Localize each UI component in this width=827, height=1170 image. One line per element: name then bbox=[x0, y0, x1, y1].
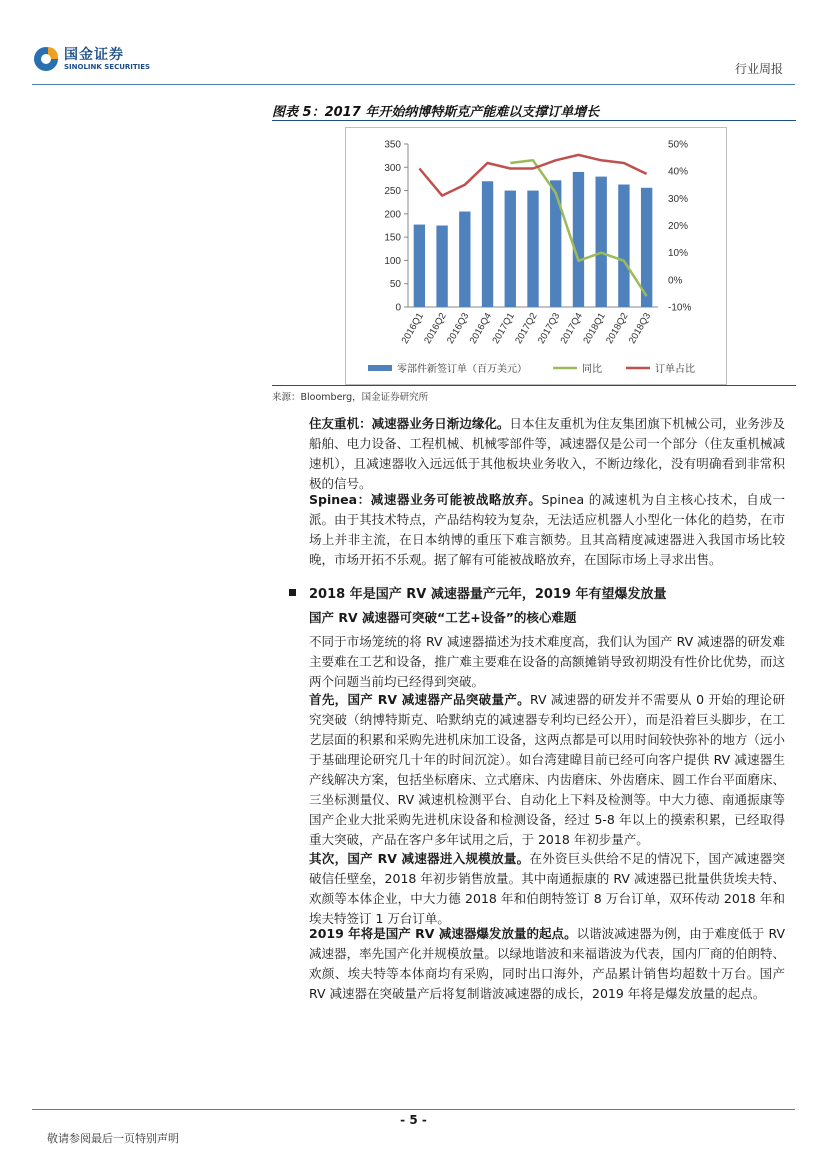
bar bbox=[436, 226, 447, 308]
category-label: 2017Q3 bbox=[535, 311, 563, 346]
bullet-square-icon bbox=[289, 589, 296, 596]
footer-divider bbox=[32, 1109, 795, 1110]
paragraph-spinea bbox=[309, 490, 785, 570]
paragraph-2019 bbox=[309, 924, 785, 1004]
chart-container bbox=[345, 127, 727, 385]
figure-bottom-rule bbox=[272, 385, 796, 386]
category-label: 2017Q4 bbox=[558, 311, 586, 346]
category-label: 2017Q2 bbox=[513, 311, 540, 346]
paragraph-sumitomo bbox=[309, 414, 785, 494]
document-type: 行业周报 bbox=[734, 62, 783, 76]
right-axis-tick-label: -10% bbox=[668, 302, 692, 314]
bar bbox=[505, 191, 516, 307]
right-axis-tick-label: 10% bbox=[668, 248, 689, 260]
category-label: 2018Q3 bbox=[626, 311, 654, 346]
combo-chart bbox=[346, 128, 726, 384]
bar bbox=[482, 181, 493, 307]
paragraph-lead: 首先，国产 RV 减速器产品突破量产。 bbox=[309, 692, 530, 707]
legend-yoy-entry: 同比 bbox=[582, 364, 602, 375]
bar bbox=[527, 191, 538, 307]
paragraph-overview bbox=[309, 632, 785, 692]
right-axis-tick-label: 0% bbox=[668, 275, 683, 287]
paragraph-second bbox=[309, 849, 785, 929]
left-axis-tick-label: 0 bbox=[395, 302, 401, 314]
category-label: 2018Q2 bbox=[604, 311, 631, 346]
legend-share-entry: 订单占比 bbox=[655, 364, 695, 375]
category-label: 2017Q1 bbox=[490, 311, 517, 346]
right-axis-tick-label: 50% bbox=[668, 139, 689, 151]
section-heading-text: 2018 年是国产 RV 减速器量产元年，2019 年有望爆发放量 bbox=[309, 587, 667, 602]
paragraph-lead: 2019 年将是国产 RV 减速器爆发放量的起点。 bbox=[309, 926, 577, 941]
paragraph-text: Spinea 的减速机为自主核心技术，自成一派。由于其技术特点，产品结构较为复杂，无法适应机器人小型化一体化的趋势，在市场上并非主流，在日本纳博的重压下难言额势。且其高精度减速器进入我国市场比较晚，市场开拓不乐观。据了解有可能被战略放弃，在国际市场上寻求出售。 bbox=[309, 492, 785, 567]
figure-top-rule bbox=[272, 120, 796, 121]
paragraph-lead: Spinea：减速器业务可能被战略放弃。 bbox=[309, 492, 542, 507]
left-axis-tick-label: 200 bbox=[384, 209, 401, 221]
paragraph-text: 不同于市场笼统的将 RV 减速器描述为技术难度高，我们认为国产 RV 减速器的研发难主要难在工艺和设备，推广难主要难在设备的高额摊销导致初期没有性价比优势，而这两个问题当前均已经得到突破。 bbox=[309, 634, 785, 689]
figure-title: 图表 5：2017 年开始纳博特斯克产能难以支撑订单增长 bbox=[272, 105, 600, 120]
page-number: - 5 - bbox=[400, 1113, 427, 1127]
paragraph-lead: 其次，国产 RV 减速器进入规模放量。 bbox=[309, 851, 530, 866]
bar bbox=[596, 177, 607, 307]
logo-name-en: SINOLINK SECURITIES bbox=[64, 62, 151, 71]
left-axis-tick-label: 100 bbox=[384, 255, 401, 267]
right-axis-tick-label: 30% bbox=[668, 193, 689, 205]
category-label: 2016Q4 bbox=[467, 311, 495, 346]
company-logo bbox=[34, 47, 150, 71]
right-axis-tick-label: 20% bbox=[668, 221, 689, 232]
left-axis-tick-label: 350 bbox=[384, 139, 401, 151]
legend-bar-entry: 零部件新签订单（百万美元） bbox=[397, 364, 527, 375]
bar bbox=[414, 225, 425, 307]
section-heading bbox=[289, 583, 667, 602]
category-label: 2016Q2 bbox=[422, 311, 449, 346]
legend-bar-swatch bbox=[368, 365, 392, 371]
bar bbox=[550, 180, 561, 307]
right-axis-tick-label: 40% bbox=[668, 166, 689, 178]
category-label: 2016Q1 bbox=[399, 311, 426, 346]
paragraph-text: 日本住友重机为住友集团旗下机械公司，业务涉及船舶、电力设备、工程机械、机械零部件等，减速器仅是公司一个部分（住友重机械减速机），且减速器收入远远低于其他板块业务收入，不断边缘化，没有明确看到非常积极的信号。 bbox=[309, 416, 785, 491]
paragraph-text: RV 减速器的研发并不需要从 0 开始的理论研究突破（纳博特斯克、哈默纳克的减速器专利均已经公开），而是沿着巨头脚步，在工艺层面的积累和采购先进机床加工设备，这两点都是可以用时间较快弥补的地方（远小于基础理论研究几十年的时间沉淀）。如台湾建暐目前已经可向客户提供 RV 减速器生产线解决方案，包括坐标磨床、立式磨床、内齿磨床、外齿磨床、圆工作台平面磨床、三坐标测量仪、RV 减速机检测平台、自动化上下料及检测等。中大力德、南通振康等国产企业大批采购先进机床设备和检测设备，经过 5-8 年以上的摸索积累，已经取得重大突破，产品在客户多年试用之后，于 2018 年初步量产。 bbox=[309, 692, 785, 847]
logo-name-cn: 国金证券 bbox=[64, 46, 124, 63]
paragraph-text: 以谐波减速器为例，由于难度低于 RV 减速器，率先国产化并规模放量。以绿地谐波和来福谐波为代表，国内厂商的伯朗特、欢颜、埃夫特等本体商均有采购，同时出口海外，产品累计销售均超数十万台。国产 RV 减速器在突破量产后将复制谐波减速器的成长，2019 年将是爆发放量的起点。 bbox=[309, 926, 785, 1001]
page-header bbox=[0, 0, 827, 90]
left-axis-tick-label: 50 bbox=[389, 279, 401, 291]
left-axis-tick-label: 250 bbox=[384, 186, 401, 198]
sub-heading: 国产 RV 减速器可突破“工艺+设备”的核心难题 bbox=[309, 610, 577, 625]
bar bbox=[618, 185, 629, 307]
left-axis-tick-label: 300 bbox=[384, 162, 401, 174]
bar bbox=[573, 172, 584, 307]
paragraph-text: 在外资巨头供给不足的情况下，国产减速器突破信任壁垒，2018 年初步销售放量。其中南通振康的 RV 减速器已批量供货埃夫特、欢颜等本体企业，中大力德 2018 年和伯朗特签订 8 万台订单，双环传动 2018 年和埃夫特签订 1 万台订单。 bbox=[309, 851, 785, 926]
header-divider bbox=[32, 84, 795, 85]
paragraph-first bbox=[309, 690, 785, 850]
figure-source: 来源：Bloomberg，国金证券研究所 bbox=[272, 392, 429, 403]
footer-disclaimer: 敬请参阅最后一页特别声明 bbox=[47, 1132, 179, 1145]
paragraph-lead: 住友重机：减速器业务日渐边缘化。 bbox=[309, 416, 510, 431]
category-label: 2018Q1 bbox=[581, 311, 608, 346]
bar bbox=[459, 212, 470, 307]
category-label: 2016Q3 bbox=[444, 311, 472, 346]
left-axis-tick-label: 150 bbox=[384, 232, 401, 244]
logo-icon bbox=[34, 47, 58, 71]
